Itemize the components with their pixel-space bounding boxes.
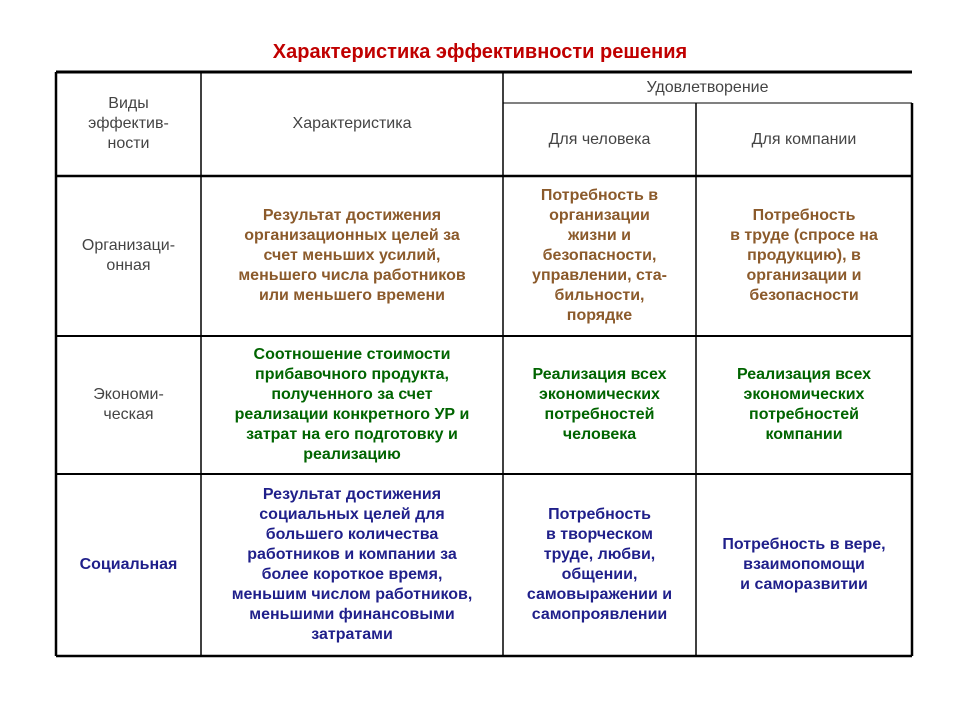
efficiency-table [56, 72, 912, 656]
row-for-person-organizational: Потребность в организации жизни и безопасности, управлении, ста- бильности, порядке [532, 187, 667, 324]
header-satisfaction: Удовлетворение [646, 78, 769, 96]
row-type-social: Социальная [79, 556, 178, 573]
header-characteristic: Характеристика [292, 115, 412, 132]
row-for-person-social: Потребность в творческом труде, любви, общении, самовыражении и самопроявлении [526, 506, 673, 623]
row-for-company-economic: Реализация всех экономических потребностей компании [736, 366, 872, 443]
header-types: Виды эффектив- ности [88, 95, 169, 152]
row-characteristic-social: Результат достижения социальных целей для большего количества работников и компании за более короткое время, меньшим числом работников, меньшими финансовыми затратами [231, 486, 473, 643]
header-for-company: Для компании [751, 130, 857, 148]
row-characteristic-organizational: Результат достижения организационных целей за счет меньших усилий, меньшего числа работников или меньшего времени [238, 207, 466, 304]
page-title: Характеристика эффективности решения [272, 41, 688, 63]
row-type-organizational: Организаци- онная [81, 237, 176, 274]
row-for-person-economic: Реализация всех экономических потребностей человека [532, 366, 667, 443]
row-for-company-organizational: Потребность в труде (спросе на продукцию), в организации и безопасности [730, 207, 878, 304]
row-for-company-social: Потребность в вере, взаимопомощи и саморазвитии [722, 536, 886, 593]
row-type-economic: Экономи- ческая [93, 386, 164, 423]
row-characteristic-economic: Соотношение стоимости прибавочного продукта, полученного за счет реализации конкретного УР и затрат на его подготовку и реализацию [234, 346, 470, 463]
header-for-person: Для человека [548, 130, 651, 148]
